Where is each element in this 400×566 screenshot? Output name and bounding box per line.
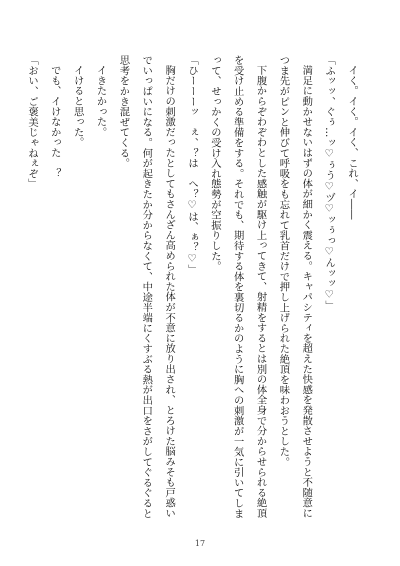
dialogue-line: 「ひーーーッ ぇ、？は へ？♡は、ぁ？♡」 bbox=[185, 55, 198, 275]
dialogue-line: 「おい、ご褒美じゃねぇぞ」 bbox=[25, 55, 38, 189]
narration-line: を受け止める準備をする。それでも、期待する体を裏切るかのように胸への刺激が一気に引いてしま bbox=[231, 55, 244, 519]
narration-line: イきたかった。 bbox=[94, 65, 107, 138]
narration-line: イけると思った。 bbox=[71, 65, 84, 148]
narration-line: でいっぱいになる。何が起きたか分からなくて、中途半端にくすぶる熱が出口をさがしてぐるぐると bbox=[140, 55, 153, 519]
dialogue-line: 「ふッッ、ぐぅ…ッ♡ぅう♡ヅ♡ッぅっ♡んッッ♡」 bbox=[323, 55, 336, 311]
narration-line: 満足に動かせないはずの体が細かく震える。キャパシティを超えた快感を発散させようと不随意に bbox=[300, 65, 313, 519]
vertical-text-block bbox=[20, 55, 363, 519]
narration-line: 下腹からぞわぞわとした感触が駆け上ってきて、射精をするとは別の体全身で分からせられる絶頂 bbox=[254, 65, 267, 519]
narration-line: でも、イけなかった ？ bbox=[48, 65, 61, 179]
narration-line: 胸だけの刺激だったとしてもさんざん高められた体が不意に放り出され、とろけた脳みそも戸惑い bbox=[163, 65, 176, 519]
narration-line: 思考をかき混ぜてくる。 bbox=[117, 55, 130, 169]
narration-line: つま先がピンと伸びて呼吸をも忘れて乳首だけで押し上げられた絶頂を味わおうとした。 bbox=[277, 55, 290, 467]
narration-line: って、せっかくの受け入れ態勢が空振りした。 bbox=[208, 55, 221, 272]
page-number: 17 bbox=[194, 539, 206, 548]
narration-line: イく。イく。イく、これ、イ―― bbox=[346, 65, 358, 220]
